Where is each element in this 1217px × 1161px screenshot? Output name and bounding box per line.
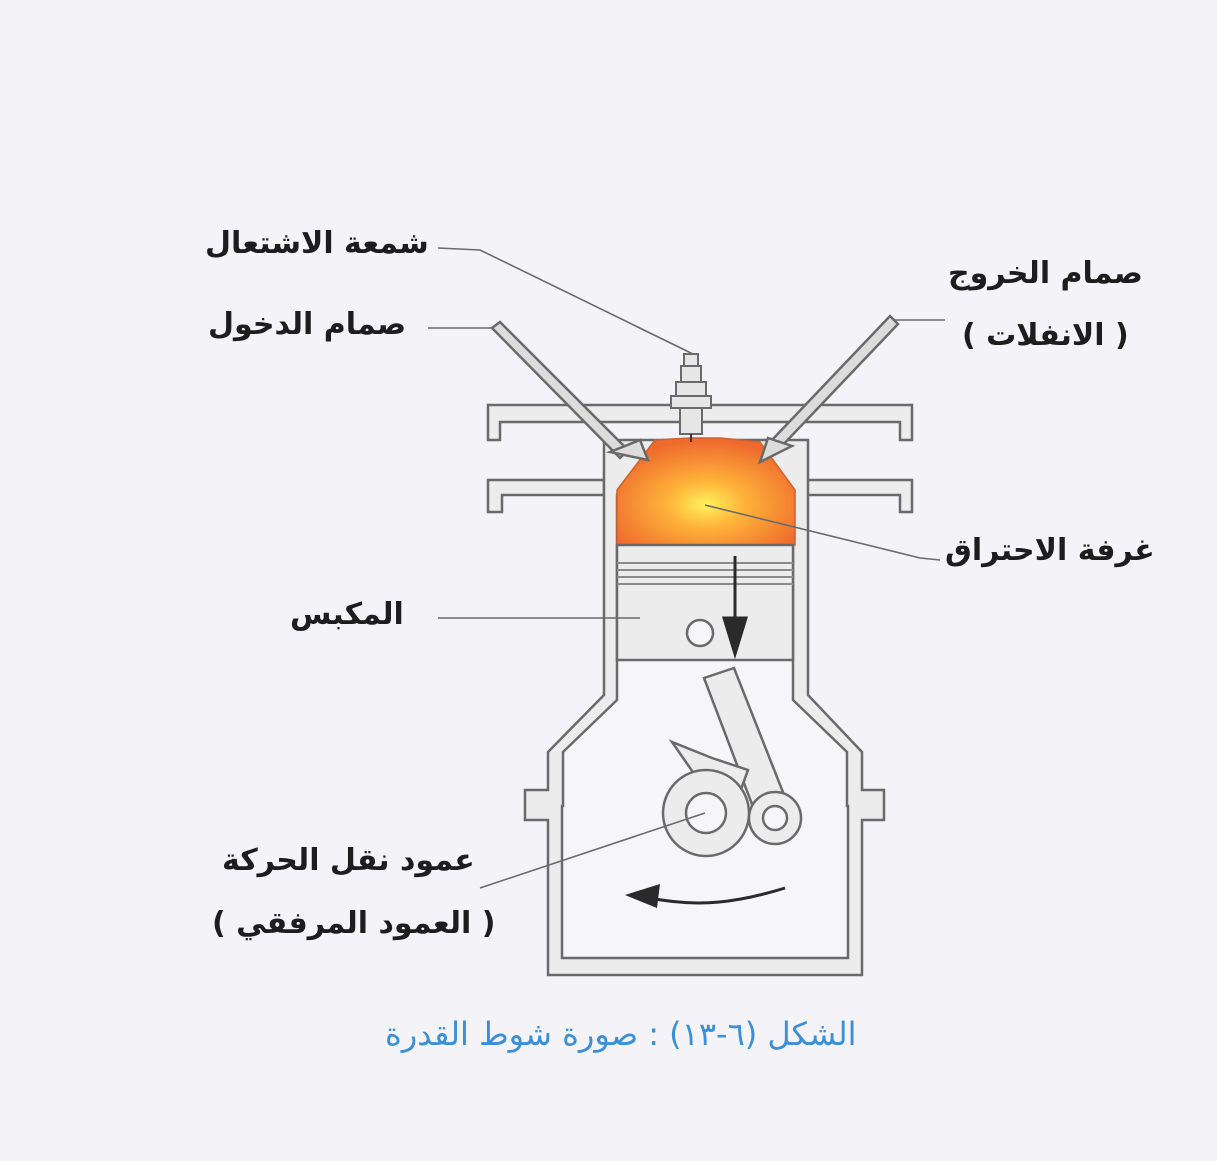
spark-plug xyxy=(671,354,711,442)
label-combustion-chamber: غرفة الاحتراق xyxy=(945,533,1155,568)
crankshaft-journal xyxy=(686,793,726,833)
head-lower-flange xyxy=(488,480,604,512)
label-intake-valve: صمام الدخول xyxy=(208,307,407,342)
label-spark-plug: شمعة الاشتعال xyxy=(205,226,429,261)
label-crankshaft: عمود نقل الحركة xyxy=(222,843,475,878)
label-exhaust-valve: صمام الخروج xyxy=(948,256,1143,291)
figure-caption: الشكل (٦-١٣) : صورة شوط القدرة xyxy=(385,1015,857,1053)
leader-spark-plug xyxy=(438,248,693,354)
label-exhaust-valve-alt: ( الانفلات ) xyxy=(962,318,1129,353)
exhaust-valve-stem xyxy=(772,316,898,448)
head-lower-flange-right xyxy=(804,480,912,512)
label-piston: المكبس xyxy=(290,597,404,632)
crank-pin-inner xyxy=(763,806,787,830)
piston xyxy=(617,545,793,660)
wrist-pin xyxy=(687,620,713,646)
label-crankshaft-alt: ( العمود المرفقي ) xyxy=(212,906,496,941)
intake-valve-stem xyxy=(492,322,628,458)
